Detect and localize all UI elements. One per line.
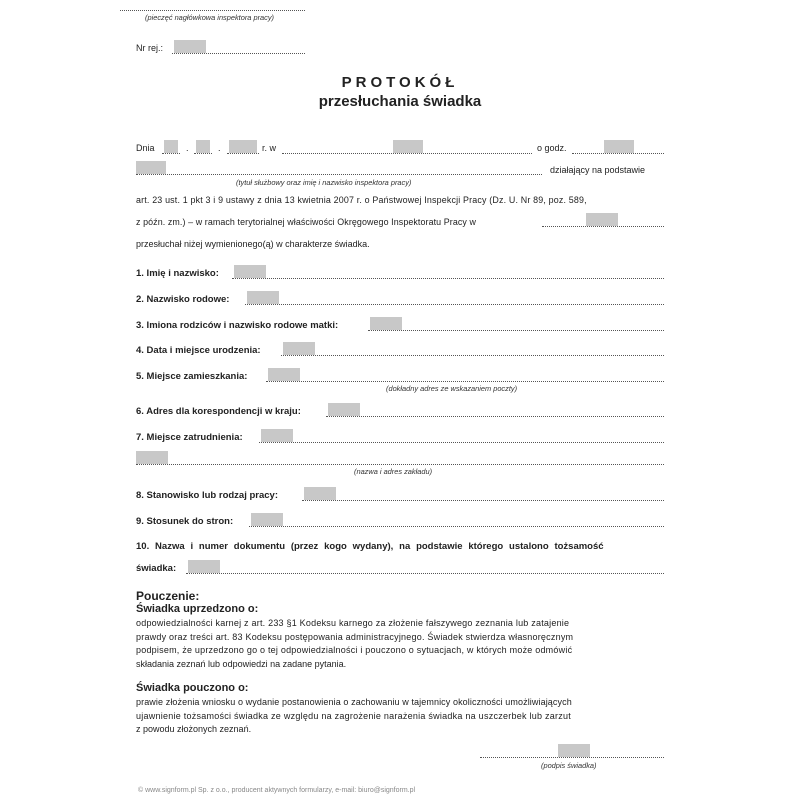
item-name-line <box>232 278 664 279</box>
day-line <box>162 153 180 154</box>
dnia-label: Dnia <box>136 143 155 153</box>
date-dot-1: . <box>186 143 189 153</box>
pouczenie-sub2: Świadka pouczono o: <box>136 682 249 694</box>
item-document-field[interactable] <box>188 560 220 573</box>
inspector-caption: (tytuł służbowy oraz imię i nazwisko inspektora pracy) <box>236 178 412 187</box>
item-residence-field[interactable] <box>268 368 300 381</box>
item-witness-label: świadka: <box>136 563 177 574</box>
stamp-line <box>120 10 305 11</box>
p2-line-1: prawie złożenia wniosku o wydanie postanowienia o zachowaniu w tajemnicy okoliczności umożliwiających <box>136 697 572 707</box>
year-field[interactable] <box>229 140 257 153</box>
month-field[interactable] <box>196 140 210 153</box>
pouczenie-para-2 <box>136 696 666 737</box>
territory-line: z późn. zm.) – w ramach terytorialnej właściwości Okręgowego Inspektoratu Pracy w <box>136 217 477 227</box>
workplace-caption: (nazwa i adres zakładu) <box>354 467 433 476</box>
signature-line <box>480 757 664 758</box>
item-relation-line <box>249 526 664 527</box>
p1-line-4: składania zeznań lub odpowiedzi na zadane pytania. <box>136 658 347 669</box>
footer-copyright: © www.signform.pl Sp. z o.o., producent aktywnych formularzy, e-mail: biuro@signform.pl <box>138 787 416 794</box>
item-workplace-line <box>259 442 664 443</box>
p1-line-1: odpowiedzialności karnej z art. 233 §1 Kodeksu karnego za złożenie fałszywego zeznania lub zatajenie <box>136 618 570 628</box>
place-field[interactable] <box>393 140 423 153</box>
signature-caption: (podpis świadka) <box>541 761 597 770</box>
legal-basis-line: art. 23 ust. 1 pkt 3 i 9 ustawy z dnia 13 kwietnia 2007 r. o Państwowej Inspekcji Pracy (Dz. U. Nr 89, poz. 589, <box>136 195 587 205</box>
pouczenie-heading: Pouczenie: <box>136 589 200 603</box>
item-residence-label: 5. Miejsce zamieszkania: <box>136 371 248 382</box>
day-field[interactable] <box>164 140 178 153</box>
item-parents-field[interactable] <box>370 317 402 330</box>
item-position-field[interactable] <box>304 487 336 500</box>
pouczenie-para-1 <box>136 617 666 671</box>
place-line <box>282 153 532 154</box>
inspector-field[interactable] <box>136 161 166 174</box>
month-line <box>194 153 212 154</box>
address-caption: (dokładny adres ze wskazaniem poczty) <box>386 384 518 393</box>
item-name-field[interactable] <box>234 265 266 278</box>
p1-line-3: podpisem, że uprzedzono go o tej odpowiedzialności i pouczono o sytuacjach, w których może odmówić <box>136 645 573 655</box>
item-correspondence-line <box>326 416 664 417</box>
nr-field[interactable] <box>174 40 206 53</box>
item-residence-line <box>266 381 664 382</box>
r-w-label: r. w <box>262 143 277 153</box>
item-maiden-field[interactable] <box>247 291 279 304</box>
item-workplace-field[interactable] <box>261 429 293 442</box>
item-workplace-field-2[interactable] <box>136 451 168 464</box>
pouczenie-sub1: Świadka uprzedzono o: <box>136 603 259 615</box>
signature-field[interactable] <box>558 744 590 757</box>
hour-line <box>572 153 664 154</box>
item-name-label: 1. Imię i nazwisko: <box>136 268 219 279</box>
item-workplace-line-2 <box>136 464 664 465</box>
item-parents-label: 3. Imiona rodziców i nazwisko rodowe matki: <box>136 320 339 331</box>
item-correspondence-label: 6. Adres dla korespondencji w kraju: <box>136 406 301 417</box>
item-birth-line <box>281 355 664 356</box>
item-correspondence-field[interactable] <box>328 403 360 416</box>
item-document-label: 10. Nazwa i numer dokumentu (przez kogo wydany), na podstawie którego ustalono tożsamość <box>136 541 604 552</box>
district-field[interactable] <box>586 213 618 226</box>
item-maiden-line <box>245 304 664 305</box>
stamp-caption: (pieczęć nagłówkowa inspektora pracy) <box>145 13 274 22</box>
p2-line-2: ujawnienie tożsamości świadka ze względu na zagrożenie narażenia świadka na uszczerbek lub zarzut <box>136 710 571 721</box>
item-relation-field[interactable] <box>251 513 283 526</box>
witness-line: przesłuchał niżej wymienionego(ą) w charakterze świadka. <box>136 239 370 249</box>
dzialajacy-label: działający na podstawie <box>550 165 646 175</box>
hour-field[interactable] <box>604 140 634 153</box>
item-birth-field[interactable] <box>283 342 315 355</box>
nr-line <box>172 53 305 54</box>
p2-line-3: z powodu złożonych zeznań. <box>136 724 252 734</box>
item-position-line <box>302 500 664 501</box>
year-line <box>227 153 259 154</box>
nr-label: Nr rej.: <box>136 43 163 53</box>
inspector-line <box>136 174 542 175</box>
item-parents-line <box>368 330 664 331</box>
o-godz-label: o godz. <box>537 143 567 153</box>
item-relation-label: 9. Stosunek do stron: <box>136 516 234 527</box>
district-line <box>542 226 664 227</box>
date-dot-2: . <box>218 143 221 153</box>
item-document-line <box>186 573 664 574</box>
title-sub: przesłuchania świadka <box>318 93 482 110</box>
item-workplace-label: 7. Miejsce zatrudnienia: <box>136 432 243 443</box>
item-birth-label: 4. Data i miejsce urodzenia: <box>136 345 261 356</box>
title-main: PROTOKÓŁ <box>341 74 459 91</box>
p1-line-2: prawdy oraz treści art. 83 Kodeksu postępowania administracyjnego. Świadek stwierdza własnoręcznym <box>136 631 574 642</box>
item-position-label: 8. Stanowisko lub rodzaj pracy: <box>136 490 279 501</box>
item-maiden-label: 2. Nazwisko rodowe: <box>136 294 230 305</box>
